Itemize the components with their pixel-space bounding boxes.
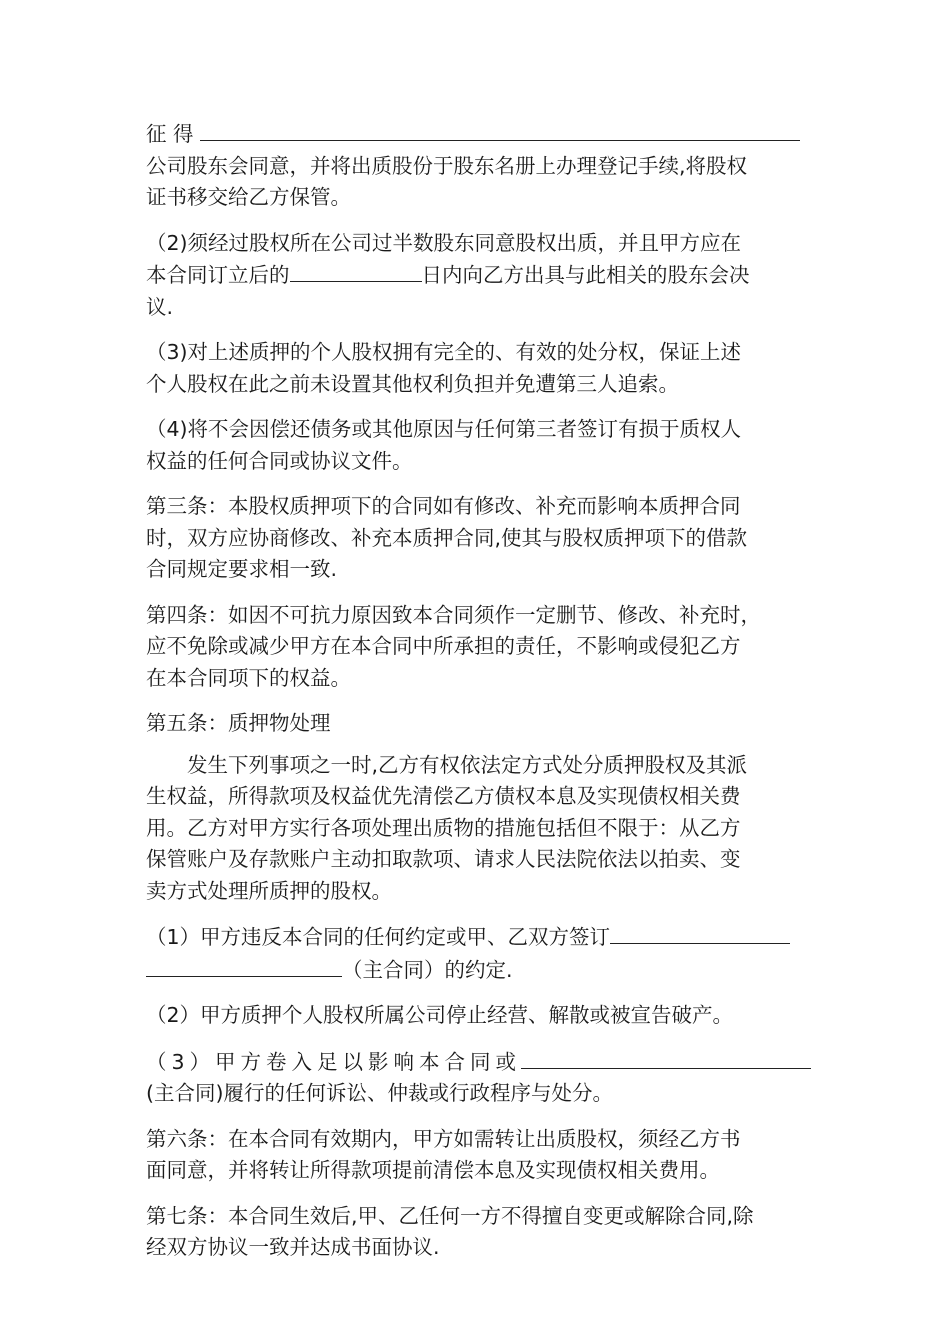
- paragraph-item-2: [146, 228, 828, 324]
- article-7: [146, 1201, 828, 1264]
- article-7-line-1: 第七条：本合同生效后,甲、乙任何一方不得擅自变更或解除合同,除: [146, 1203, 754, 1228]
- article-4-line-3: 在本合同项下的权益。: [146, 665, 351, 690]
- article-5-line-3: 用。乙方对甲方实行各项处理出质物的措施包括但不限于：从乙方: [146, 815, 741, 840]
- condition-2-line-1: （2）甲方质押个人股权所属公司停止经营、解散或被宣告破产。: [146, 1003, 734, 1027]
- item-2-suffix: 日内向乙方出具与此相关的股东会决: [421, 263, 750, 287]
- article-3-line-2: 时，双方应协商修改、补充本质押合同,使其与股权质押项下的借款: [146, 525, 748, 550]
- article-3-line-3: 合同规定要求相一致.: [146, 557, 338, 581]
- item-4-line-1: （4)将不会因偿还债务或其他原因与任何第三者签订有损于质权人: [146, 417, 742, 441]
- blank-field-agreement-a[interactable]: [610, 921, 790, 944]
- article-3-line-1: 第三条：本股权质押项下的合同如有修改、补充而影响本质押合同: [146, 494, 741, 518]
- blank-field-agreement-b[interactable]: [146, 954, 342, 977]
- condition-1-line-2: [146, 954, 828, 987]
- blank-field-days[interactable]: [290, 259, 422, 282]
- article-3: [146, 491, 828, 586]
- blank-field-main-contract[interactable]: [521, 1046, 811, 1069]
- article-5-title: [146, 708, 828, 740]
- article-4: [146, 600, 828, 695]
- article-5-body: [146, 750, 828, 908]
- article-6: [146, 1124, 828, 1187]
- article-6-line-1: 第六条：在本合同有效期内，甲方如需转让出质股权，须经乙方书: [146, 1126, 741, 1151]
- condition-1-suffix: （主合同）的约定.: [342, 957, 513, 982]
- article-4-line-2: 应不免除或减少甲方在本合同中所承担的责任，不影响或侵犯乙方: [146, 634, 741, 658]
- item-2-line-1: （2)须经过股权所在公司过半数股东同意股权出质，并且甲方应在: [146, 230, 742, 255]
- article-4-line-1: 第四条：如因不可抗力原因致本合同须作一定删节、修改、补充时，: [146, 602, 761, 627]
- item-3-line-2: 个人股权在此之前未设置其他权利负担并免遭第三人追索。: [146, 371, 679, 396]
- paragraph-item-3: [146, 337, 828, 400]
- paragraph-item-4: [146, 414, 828, 477]
- paragraph-consent: [146, 118, 828, 214]
- condition-1-line-1: [146, 921, 828, 954]
- article-6-line-2: 面同意，并将转让所得款项提前清偿本息及实现债权相关费用。: [146, 1158, 720, 1182]
- condition-1: [146, 921, 828, 986]
- condition-1-prefix: （1）甲方违反本合同的任何约定或甲、乙双方签订: [146, 925, 611, 949]
- condition-3: [146, 1046, 828, 1110]
- article-5-line-1: 发生下列事项之一时,乙方有权依法定方式处分质押股权及其派: [187, 752, 748, 777]
- article-5-line-2: 生权益，所得款项及权益优先清偿乙方债权本息及实现债权相关费: [146, 784, 741, 808]
- article-5-line-4: 保管账户及存款账户主动扣取款项、请求人民法院依法以拍卖、变: [146, 847, 741, 871]
- item-2-line-2: [146, 259, 828, 292]
- article-5-heading: 第五条：质押物处理: [146, 711, 331, 735]
- article-7-line-2: 经双方协议一致并达成书面协议.: [146, 1235, 440, 1259]
- blank-field-company[interactable]: [200, 118, 800, 141]
- document-page: [146, 118, 828, 1278]
- condition-3-line-1: [146, 1046, 828, 1079]
- condition-2: [146, 1000, 828, 1032]
- consent-line-2: 公司股东会同意，并将出质股份于股东名册上办理登记手续,将股权: [146, 153, 748, 178]
- consent-prefix: 征 得: [146, 122, 194, 146]
- item-3-line-1: （3)对上述质押的个人股权拥有完全的、有效的处分权，保证上述: [146, 340, 742, 364]
- article-5-line-5: 卖方式处理所质押的股权。: [146, 878, 392, 903]
- condition-3-line-2: (主合同)履行的任何诉讼、仲裁或行政程序与处分。: [146, 1081, 613, 1105]
- item-2-prefix: 本合同订立后的: [146, 263, 290, 287]
- condition-3-prefix: （3）甲方卷入足以影响本合同或: [146, 1049, 522, 1074]
- item-4-line-2: 权益的任何合同或协议文件。: [146, 448, 413, 473]
- consent-line-1: [146, 118, 828, 151]
- item-2-line-3: 议.: [146, 294, 174, 319]
- consent-line-3: 证书移交给乙方保管。: [146, 185, 351, 209]
